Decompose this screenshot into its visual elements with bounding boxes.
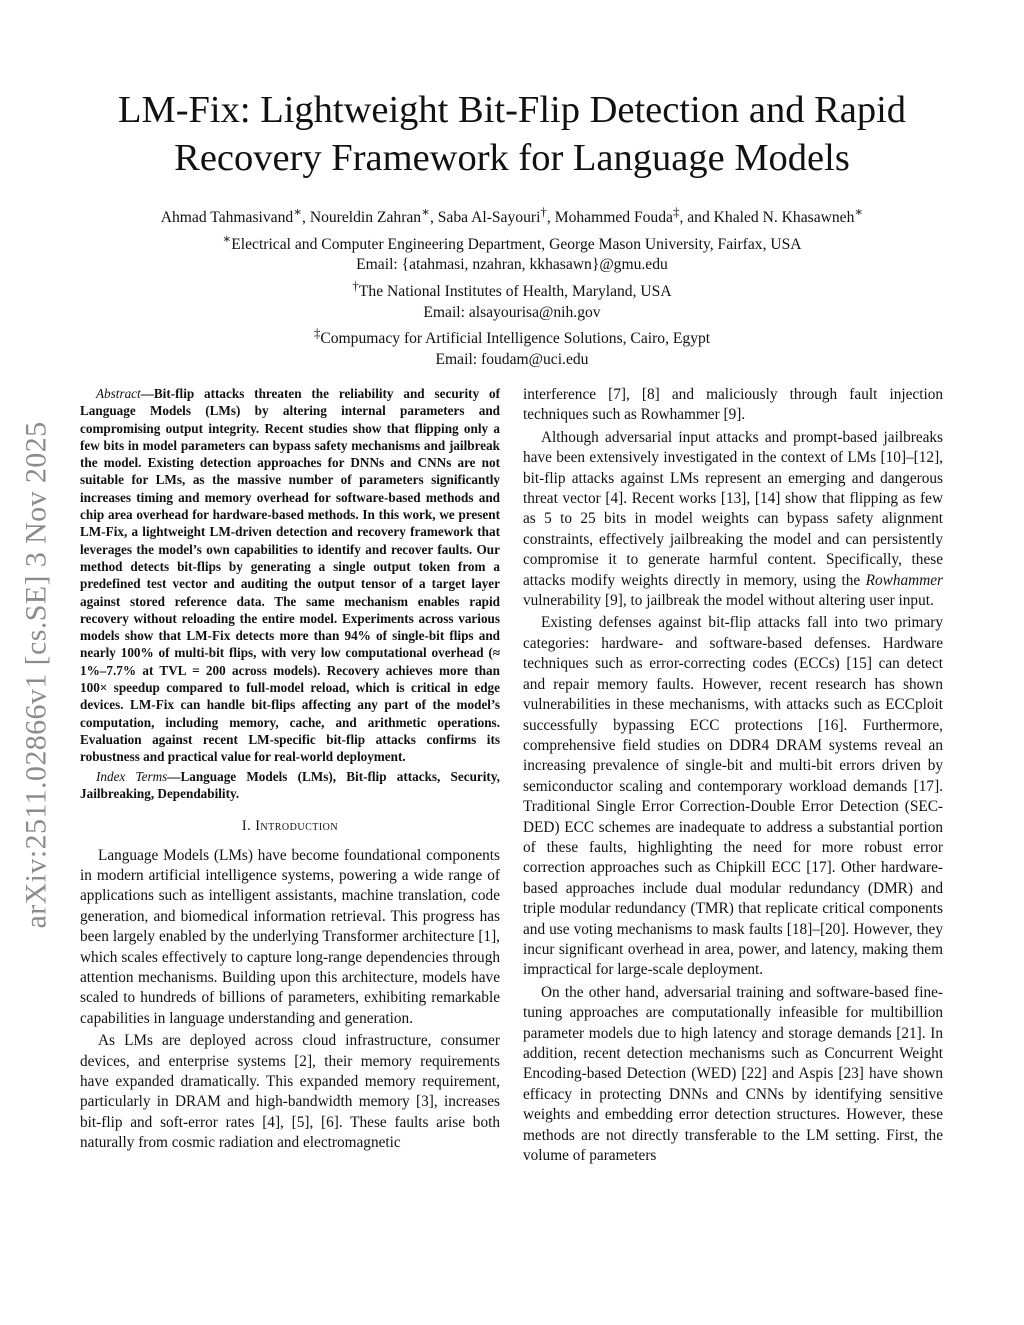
- email-uci: Email: foudam@uci.edu: [435, 350, 589, 368]
- email-nih: Email: alsayourisa@nih.gov: [423, 303, 601, 321]
- paper-title: [80, 86, 944, 182]
- index-terms: Index Terms—Language Models (LMs), Bit-flip attacks, Security, Jailbreaking, Dependability.: [80, 768, 500, 801]
- index-terms-label: Index Terms: [96, 768, 168, 784]
- affiliation-nih: †The National Institutes of Health, Maryland, USA: [352, 277, 672, 301]
- intro-paragraph-1: Language Models (LMs) have become foundational components in modern artificial intelligence systems, powering a wide range of applications such as intelligent assistants, machine translation, code generation, and biomedical information retrieval. This progress has been largely enabled by the underlying Transformer architecture [1], which scales effectively to capture long-range dependencies through attention mechanisms. Building upon this architecture, models have scaled to hundreds of billions of parameters, exhibiting remarkable capabilities in language understanding and generation.: [80, 846, 500, 1027]
- intro-paragraph-3: Although adversarial input attacks and prompt-based jailbreaks have been extensively investigated in the context of LMs [10]–[12], bit-flip attacks against LMs represent an emerging and dangerous threat vector [4]. Recent works [13], [14] show that flipping as few as 5 to 25 bits in model weights can bypass safety alignment constraints, effectively jailbreaking the model and can persistently compromise it to generate harmful content. Specifically, these attacks modify weights directly in memory, using the Rowhammer vulnerability [9], to jailbreak the model without altering user input.: [523, 428, 943, 610]
- intro-paragraph-2-continued: interference [7], [8] and maliciously through fault injection techniques such as Rowhammer [9].: [523, 386, 943, 424]
- index-terms-text: Language Models (LMs), Bit-flip attacks, Security, Jailbreaking, Dependability.: [80, 768, 500, 801]
- abstract-text: Bit-flip attacks threaten the reliability and security of Language Models (LMs) by altering internal parameters and compromising output integrity. Recent studies show that flipping only a few bits in model parameters can bypass safety mechanisms and jailbreak the model. Existing detection approaches for DNNs and CNNs are not suitable for LMs, as the massive number of parameters significantly increases timing and memory overhead for software-based methods and chip area overhead for hardware-based methods. In this work, we present LM-Fix, a lightweight LM-driven detection and recovery framework that leverages the model’s own capabilities to identify and recover faults. Our method detects bit-flips by generating a single output token from a predefined test vector and auditing the output tensor of a target layer against stored reference data. The same mechanism enables rapid recovery without reloading the entire model. Experiments across various models show that LM-Fix detects more than 94% of single-bit flips and nearly 100% of multi-bit flips, with very low computational overhead (≈ 1%–7.7% at TVL = 200 across models). Recovery achieves more than 100× speedup compared to full-model reload, which is critical in edge devices. LM-Fix can handle bit-flips affecting any part of the model’s computation, including memory, cache, and arithmetic operations. Evaluation against recent LM-specific bit-flip attacks confirms its robustness and practical value for real-world deployment.: [80, 386, 500, 765]
- affiliation-gmu: ∗Electrical and Computer Engineering Department, George Mason University, Fairfax, USA: [222, 230, 802, 253]
- abstract-label: Abstract: [96, 386, 141, 401]
- intro-paragraph-2: As LMs are deployed across cloud infrastructure, consumer devices, and enterprise systems [2], their memory requirements have expanded dramatically. This expanded memory requirement, particularly in DRAM and high-bandwidth memory [3], increases bit-flip and soft-error rates [4], [5], [6]. These faults arise both naturally from cosmic radiation and electromagnetic: [80, 1032, 500, 1152]
- title-line-1: LM-Fix: Lightweight Bit-Flip Detection and Rapid: [117, 89, 907, 131]
- title-line-2: Recovery Framework for Language Models: [174, 137, 850, 179]
- left-column: [80, 385, 500, 1156]
- arxiv-stamp: [4, 380, 68, 970]
- abstract: Abstract—Bit-flip attacks threaten the reliability and security of Language Models (LMs) by altering internal parameters and compromising output integrity. Recent studies show that flipping only a few bits in model parameters can bypass safety mechanisms and jailbreak the model. Existing detection approaches for DNNs and CNNs are not suitable for LMs, as the massive number of parameters significantly increases timing and memory overhead for software-based methods and chip area overhead for hardware-based methods. In this work, we present LM-Fix, a lightweight LM-driven detection and recovery framework that leverages the model’s own capabilities to identify and recover faults. Our method detects bit-flips by generating a single output token from a predefined test vector and auditing the output tensor of a target layer against stored reference data. The same mechanism enables rapid recovery without reloading the entire model. Experiments across various models show that LM-Fix detects more than 94% of single-bit flips and nearly 100% of multi-bit flips, with very low computational overhead (≈ 1%–7.7% at TVL = 200 across models). Recovery achieves more than 100× speedup compared to full-model reload, which is critical in edge devices. LM-Fix can handle bit-flips affecting any part of the model’s computation, including memory, cache, and arithmetic operations. Evaluation against recent LM-specific bit-flip attacks confirms its robustness and practical value for real-world deployment.: [80, 386, 500, 765]
- section-heading-introduction: I. Introduction: [241, 818, 339, 835]
- email-gmu: Email: {atahmasi, nzahran, kkhasawn}@gmu.edu: [356, 256, 668, 274]
- affiliation-compumacy: ‡Compumacy for Artificial Intelligence Solutions, Cairo, Egypt: [313, 325, 711, 348]
- author-block: [80, 202, 944, 370]
- author-list: Ahmad Tahmasivand∗, Noureldin Zahran∗, Saba Al-Sayouri†, Mohammed Fouda‡, and Khaled N. Khasawneh∗: [160, 204, 864, 227]
- right-column: [523, 385, 943, 1168]
- arxiv-identifier: arXiv:2511.02866v1 [cs.SE] 3 Nov 2025: [19, 421, 53, 929]
- intro-paragraph-4: Existing defenses against bit-flip attacks fall into two primary categories: hardware- and software-based defenses. Hardware techniques such as error-correcting codes (ECCs) [15] can detect and repair memory faults. However, recent research has shown vulnerabilities in these mechanisms, with attacks such as ECCploit successfully bypassing ECC protections [16]. Furthermore, comprehensive field studies on DDR4 DRAM systems reveal an increasing prevalence of single-bit and multi-bit errors driven by semiconductor scaling and contemporary workload demands [17]. Traditional Single Error Correction-Double Error Detection (SEC-DED) ECC schemes are inadequate to address a substantial portion of these faults, highlighting the need for more robust error correction approaches such as Chipkill ECC [17]. Other hardware-based approaches include dual modular redundancy (DMR) and triple modular redundancy (TMR) that replicate critical components and use voting mechanisms to mask faults [18]–[20]. However, they incur significant overhead in area, power, and latency, making them impractical for large-scale deployment.: [523, 614, 943, 979]
- intro-paragraph-5: On the other hand, adversarial training and software-based fine-tuning approaches are computationally infeasible for multibillion parameter models due to high latency and storage demands [21]. In addition, recent detection mechanisms such as Concurrent Weight Encoding-based Detection (WED) [22] and Aspis [23] have shown efficacy in protecting DNNs and CNNs by identifying sensitive weights and embedding error detection structures. However, these methods are not directly transferable to the LM setting. First, the volume of parameters: [523, 983, 943, 1165]
